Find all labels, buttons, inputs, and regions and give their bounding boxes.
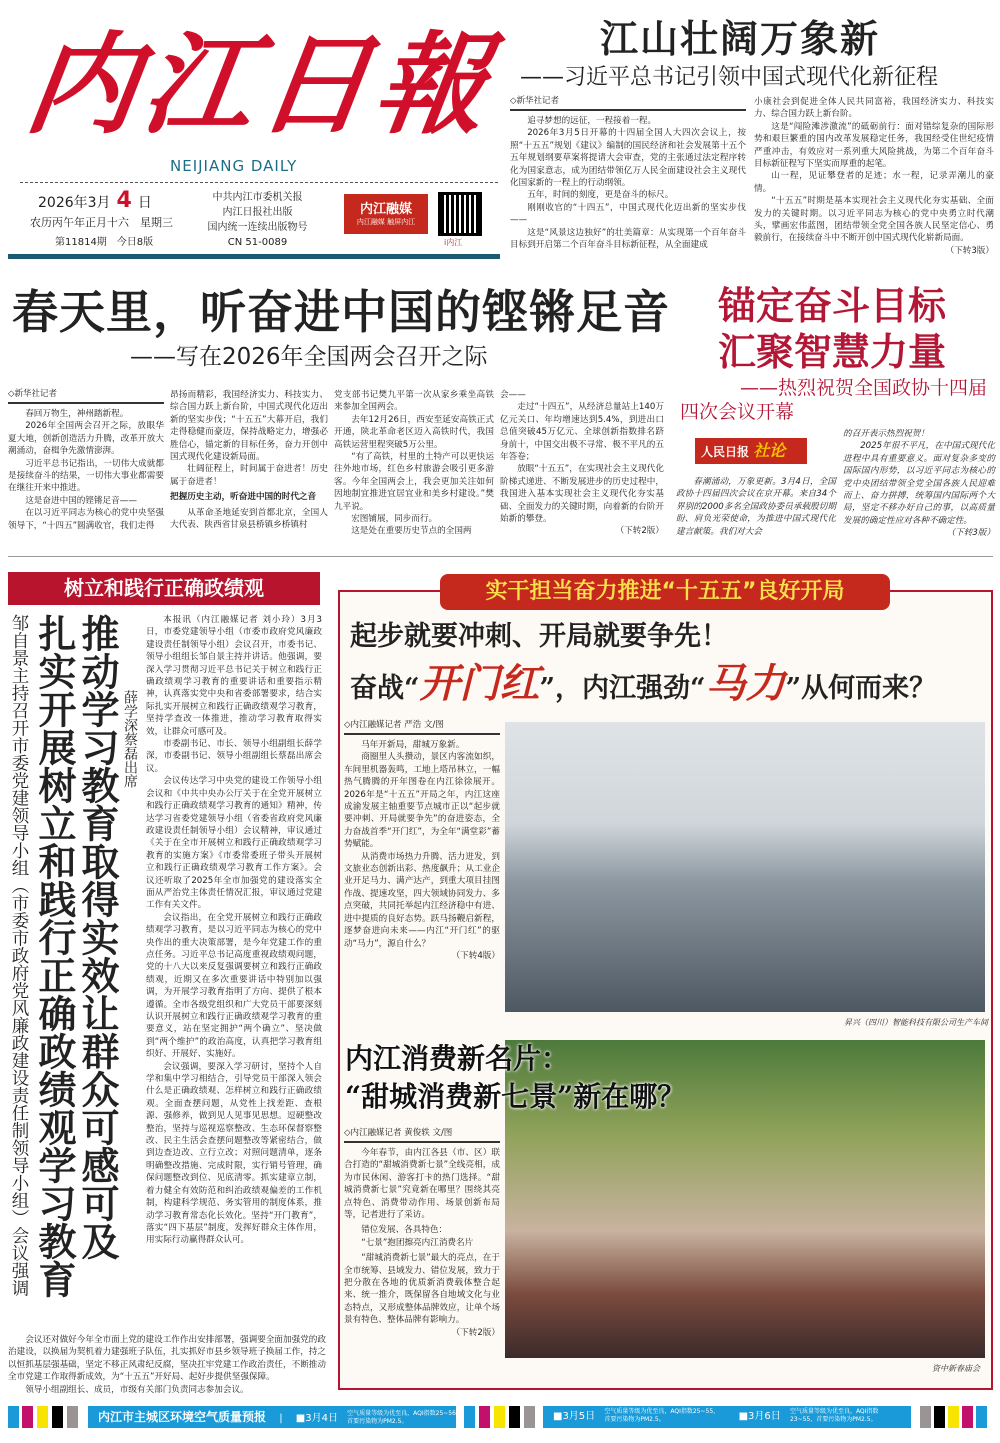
paragraph: 商圈里人头攒动，景区内客流如织，车间里机器轰鸣，工地上塔吊林立，一幅热气腾腾的开年图卷在内江徐徐展开。2026年是“十五五”开局之年，内江这座成渝发展主轴重要节点城市正以“起步就要冲刺、开局就要争先”的奋进姿态，全力奋战首季“开门红”，为全年“满堂彩”蓄势赋能。	[344, 752, 500, 850]
date-prefix: 2026年3月	[38, 195, 111, 211]
feature-headline-1[interactable]: 起步就要冲刺、开局就要争先！	[350, 621, 728, 652]
local-story-headline-a[interactable]: 推动学习教育取得实效让群众可感可及	[75, 614, 119, 1260]
color-swatch	[962, 1406, 973, 1428]
paragraph: 山一程，见证攀登者的足迹；水一程，记录弄潮儿的豪情。	[754, 171, 994, 194]
paragraph: 在以习近平同志为核心的党中央坚强领导下，“十四五”圆满收官，我们走得	[8, 508, 164, 531]
paragraph: 会议传达学习中央党的建设工作领导小组会议和《中共中央办公厅关于在全党开展树立和践行正确政绩观学习教育的通知》精神，传达学习省委党建领导小组（省委省政府党风廉政建设责任制领导小组）会议精神，审议通过《关于在全市开展树立和践行正确政绩观学习教育的实施方案》《市委常委班子带头开展树立和践行正确政绩观学习教育工作方案》。会议还听取了2025年全市加强党的建设落实全面从严治党主体责任情况汇报，审议通过党建工作有关文件。	[146, 776, 322, 911]
color-swatch	[934, 1406, 945, 1428]
paragraph: 壮阔征程上，时间属于奋进者！历史属于奋进者！	[170, 464, 328, 487]
issue-date	[38, 188, 152, 216]
paragraph: 2025年很不平凡，在中国式现代化进程中具有重要意义。面对复杂多变的国际国内形势，以习近平同志为核心的党中央团结带领全党全国各族人民迎难而上、奋力拼搏，统筹国内国际两个大局，坚定不移办好自己的事，以高质量发展的确定性应对各种不确定性。	[843, 441, 995, 526]
byline: ◇新华社记者	[8, 389, 164, 404]
paragraph: 2026年3月5日开幕的十四届全国人大四次会议上，按照“十五五”规划《建议》编制的国民经济和社会发展第十五个五年规划纲要草案将提请大会审查，党的主张通过法定程序转化为国家意志，成为团结带领亿万人民全面建设社会主义现代化国家新的一程上的行动纲领。	[510, 128, 746, 189]
lead-story-col2	[170, 389, 328, 531]
headline-line: 内江消费新名片：	[345, 1042, 570, 1075]
paragraph: “甜城消费新七景”最大的亮点，在于全市统筹、县域发力、错位发展，致力于把分散在各地的优质新消费载体整合起来、统一推介，既保留各自地域文化与业态特点，又形成整体品牌效应，让单个场景有特色、整体品牌有影响力。	[344, 1253, 500, 1326]
lead-story-col4	[500, 389, 664, 538]
color-swatch	[494, 1406, 505, 1428]
paragraph: 追寻梦想的远征，一程接着一程。	[527, 116, 657, 126]
byline: ◇新华社记者	[510, 96, 746, 111]
paragraph: 刚刚收官的“十四五”，中国式现代化迈出新的坚实步伐——	[510, 202, 746, 226]
color-swatch	[8, 1406, 19, 1428]
color-swatch	[37, 1406, 48, 1428]
issue-number: 第11814期 今日8版	[55, 237, 154, 248]
publisher-info	[205, 190, 310, 250]
paragraph: 的召开表示热烈祝贺！	[843, 429, 929, 439]
forecast-text: 空气质量等级为优至良，AQI指数25~56，首要污染物为PM2.5。	[347, 1410, 462, 1425]
air-quality-title: 内江市主城区环境空气质量预报	[98, 1410, 267, 1424]
publisher-line: 中共内江市委机关报	[212, 192, 303, 203]
rongmei-sub: 内江融媒 触屏内江	[356, 218, 416, 226]
paragraph: 市委副书记、市长、领导小组副组长薛学深，市委副书记、领导小组副组长蔡磊出席会议。	[146, 739, 322, 774]
paragraph: 领导小组副组长、成员，市级有关部门负责同志参加会议。	[25, 1384, 249, 1395]
publisher-line: 国内统一连续出版物号	[207, 222, 308, 233]
paragraph: “有了高铁，村里的土特产可以更快运往外地市场，红色乡村旅游会吸引更多游客。今年全国两会上，我会更加关注如何因地制宜推进宜居宜业和美乡村建设。”樊九平说。	[334, 452, 494, 512]
lead-story-col3	[334, 389, 494, 538]
jump-note[interactable]: （下转2版）	[615, 526, 664, 537]
editorial-col2	[843, 428, 995, 540]
badge-main: 社论	[753, 441, 786, 460]
paragraph: 昂扬而精彩，我国经济实力、科技实力、综合国力跃上新台阶，中国式现代化迈出新的坚实步伐；“十五五”大幕开启，我们走得稳健而豪迈，保持战略定力，增强必胜信心，锚定新的目标任务，奋力开创中国式现代化建设新局面。	[170, 390, 328, 463]
feature-banner: 实干担当奋力推进“十五五”良好开局	[440, 574, 890, 610]
paragraph: 春回万物生，神州踏新程。	[25, 409, 129, 419]
h-emphasis: 马力	[705, 660, 786, 707]
editorial-title[interactable]	[718, 283, 946, 375]
paragraph: 走过“十四五”，从经济总量站上140万亿元关口、年均增速达到5.4%，到进出口总值突破45万亿元、全球创新指数排名跻身前十，中国交出极不寻常、极不平凡的五年答卷；	[500, 402, 664, 463]
paragraph: 小康社会到促进全体人民共同富裕，我国经济实力、科技实力、综合国力跃上新台阶。	[754, 97, 994, 120]
paragraph: 从革命圣地延安到首都北京，全国人大代表、陕西省甘泉县桥镇乡桥镇村	[170, 507, 328, 531]
lead-story-subtitle: ——写在2026年全国两会召开之际	[130, 344, 488, 370]
color-swatch	[22, 1406, 33, 1428]
top-story-subtitle: ——习近平总书记引领中国式现代化新征程	[520, 65, 939, 90]
feature-body	[344, 720, 500, 962]
paragraph: 习近平总书记指出，一切伟大成就都是接续奋斗的结果，一切伟大事业都需要在继往开来中推进。	[8, 458, 164, 494]
color-swatch	[52, 1406, 63, 1428]
forecast-date: ■3月4日	[295, 1413, 338, 1424]
qr-code-icon[interactable]	[438, 192, 482, 236]
h-part: ”从何而来？	[785, 673, 937, 704]
forecast-date: ■3月5日	[553, 1411, 596, 1422]
color-swatch	[509, 1406, 520, 1428]
local-story-headline-b[interactable]: 扎实开展树立和践行正确政绩观学习教育	[32, 614, 76, 1298]
headline-line: “甜城消费新七景”新在哪？	[345, 1080, 686, 1113]
paragraph: 这是奋进中国的铿锵足音——	[25, 495, 137, 506]
paragraph: 今年春节，由内江各县（市、区）联合打造的“甜城消费新七景”全线亮相，成为市民休闲、游客打卡的热门选择。“甜城消费新七景”究竟新在哪里？围绕其亮点特色、消费带动作用、场景创新布局等，记者进行了采访。	[344, 1148, 500, 1221]
paragraph: 去年12月26日，西安至延安高铁正式开通，陕北革命老区迈入高铁时代，我国高铁运营里程突破5万公里。	[334, 414, 494, 450]
factory-photo[interactable]	[505, 722, 985, 1012]
paragraph: “十五五”时期是基本实现社会主义现代化夯实基础、全面发力的关键时期。以习近平同志为核心的党中央勇立时代潮头，擘画宏伟蓝图，团结带领全党全国各族人民坚定信心、勇毅前行，在接续奋斗中不断开创中国式现代化崭新局面。	[754, 196, 994, 244]
forecast-text: 空气质量等级为优至良，AQI指数25~55，首要污染物为PM2.5。	[604, 1408, 720, 1423]
paragraph: 会议还对做好今年全市面上党的建设工作作出安排部署，强调要全面加强党的政治建设，以换届为契机着力建强班子队伍，扎实抓好市县乡领导班子换届工作，持之以恒抓基层强基础，坚定不移正风肃纪反腐，坚决扛牢党建工作政治责任，不断推动全市党建工作取得新成效，为“十五五”开好局、起好步提供坚强保障。	[8, 1335, 326, 1383]
english-name: NEIJIANG DAILY	[170, 157, 298, 175]
section-subhead: “七景”抱团擦亮内江消费名片	[361, 1237, 474, 1248]
paragraph: 这是处在重要历史节点的全国两	[351, 526, 472, 537]
air-quality-bar-1: 内江市主城区环境空气质量预报 | ■3月4日 空气质量等级为优至良，AQI指数25~56，首要污染物为PM2.5。	[88, 1406, 456, 1428]
editorial-title-line: 汇聚智慧力量	[718, 330, 947, 374]
publisher-line: CN 51-0089	[227, 237, 288, 248]
paragraph: 宏图铺展，同步而行。	[351, 514, 438, 525]
color-swatch	[67, 1406, 78, 1428]
byline: ◇内江融媒记者 黄俊轶 文/图	[344, 1128, 500, 1143]
lunar-date: 农历丙午年正月十六 星期三	[30, 216, 173, 229]
paragraph: 本报讯（内江融媒记者 刘小玲）3月3日，市委党建领导小组（市委市政府党风廉政建设责任制领导小组）会议召开，市委书记、领导小组组长邹自景主持并讲话。他强调，要深入学习贯彻习近平总书记关于树立和践行正确政绩观学习教育的重要讲话和重要指示精神，认真落实党中央和省委部署要求，结合实际扎实开展树立和践行正确政绩观学习教育，坚持学查改一体推进，推动学习教育取得实效，让群众可感可及。	[146, 615, 322, 737]
paragraph: 春潮涌动，万象更新。3月4日，全国政协十四届四次会议在京开幕。来自34个界别的2000多名全国政协委员承载殷切期盼、肩负光荣使命，为推进中国式现代化建言献策。我们对大会	[676, 477, 836, 537]
color-swatch	[524, 1406, 535, 1428]
publisher-line: 内江日报社出版	[222, 207, 293, 218]
h-part: ”，内江强劲“	[539, 673, 706, 704]
consumption-headline[interactable]	[345, 1040, 685, 1116]
section-subhead: 错位发展、各具特色：	[361, 1225, 448, 1236]
jump-note[interactable]: （下转2版）	[451, 1327, 500, 1338]
forecast-text: 空气质量等级为优至良，AQI指数23~55，首要污染物为PM2.5。	[789, 1408, 879, 1423]
paragraph: 从消费市场热力升腾、活力迸发，到文旅业态创新出彩、热度飙升；从工业企业开足马力、满产达产，到重大项目挂图作战、提速攻坚，四大领域协同发力、多点突破，共同托举起内江经济稳中有进、进中提质的良好态势。跃马扬鞭启新程，逐梦奋进向未来——内江“开门红”的驱动“马力”，源自什么？	[344, 851, 500, 949]
editorial-subtitle: ——热烈祝贺全国政协十四届四次会议开幕	[680, 377, 988, 423]
badge-prefix: 人民日报	[701, 445, 750, 459]
newspaper-logo: 内江日報	[19, 20, 502, 149]
jump-note[interactable]: （下转3版）	[945, 245, 994, 256]
feature-headline-2[interactable]	[350, 660, 936, 713]
paragraph: 放眼“十五五”，在实现社会主义现代化阶梯式递进、不断发展进步的历史过程中，我国进入基本实现社会主义现代化夯实基础、全面发力的关键时期，向着新的台阶开始新的攀登。	[500, 464, 664, 525]
local-story-attendees: 薛学深蔡磊出席	[122, 690, 138, 788]
paragraph: 会议强调，要深入学习研讨，坚持个人自学和集中学习相结合，引导党员干部深入领会什么是正确政绩观、怎样树立和践行正确政绩观。全面查摆问题，从党性上找差距、查根源、强修养，做到见人见事见思想。逗硬整改整治，坚持与巡视巡察整改、生态环保督察整改、民主生活会查摆问题整改等紧密结合，做到边查边改、立行立改；对照问题清单，逐条明确整改措施、完成时限，实行销号管理，确保问题整改到位、见底清零。抓实建章立制，着力健全有效防范和纠治政绩观偏差的工作机制，构建科学规范、务实管用的制度体系，推动学习教育常态化长效化。坚持“开门教育”，落实“四下基层”制度，发挥好群众主体作用，用实际行动赢得群众认可。	[146, 1061, 322, 1246]
local-story-body	[146, 614, 322, 1247]
top-story-title[interactable]: 江山壮阔万象新	[600, 17, 881, 61]
h-part: 奋战“	[350, 673, 420, 704]
lead-story-title[interactable]: 春天里，听奋进中国的铿锵足音	[12, 285, 670, 339]
jump-note[interactable]: （下转4版）	[451, 950, 500, 961]
paragraph: 这是“闯险滩涉激流”的砥砺前行：面对错综复杂的国际形势和艰巨繁重的国内改革发展稳定任务，我国经受住世纪疫情严重冲击，有效应对一系列重大风险挑战，为第二个百年奋斗目标新征程写下坚实而厚重的起笔。	[754, 121, 994, 170]
qr-label: i内江	[444, 238, 463, 247]
air-quality-bar-2	[543, 1406, 911, 1428]
masthead-bar	[8, 254, 500, 259]
color-swatch	[479, 1406, 490, 1428]
color-swatch	[948, 1406, 959, 1428]
h-emphasis: 开门红	[419, 660, 540, 707]
lead-story-col1	[8, 389, 164, 532]
paragraph: 会议指出，在全党开展树立和践行正确政绩观学习教育，是以习近平同志为核心的党中央作出的重大决策部署，是今年党建工作的重点任务。习近平总书记高度重视政绩观问题，党的十八大以来反复强调要树立和践行正确政绩观，近期又在多次重要讲话中特别加以强调，为开展学习教育指明了方向、提供了根本遵循。全市各级党组织和广大党员干部要深刻认识开展树立和践行正确政绩观学习教育的重要意义，站在坚定拥护“两个确立”、坚决做到“两个维护”的政治高度，认真把学习教育组织好、开展好、实施好。	[146, 912, 322, 1060]
photo-caption: 资中新春庙会	[932, 1364, 980, 1373]
paragraph: 五年，时间的刻度，更是奋斗的标尺。	[527, 190, 674, 201]
color-swatch	[976, 1406, 987, 1428]
section-banner: 树立和践行正确政绩观	[8, 572, 320, 605]
section-divider	[8, 556, 993, 557]
date-day: 4	[116, 188, 132, 213]
paragraph: 这是“风景这边独好”的壮美篇章：从实现第一个百年奋斗目标到开启第二个百年奋斗目标新征程，从全面建成	[510, 227, 746, 251]
editorial-title-line: 锚定奋斗目标	[718, 284, 947, 328]
forecast-date: ■3月6日	[738, 1411, 781, 1422]
local-story-subheadline: 邹自景主持召开市委党建领导小组（市委市政府党风廉政建设责任制领导小组）会议强调	[9, 614, 29, 1297]
photo-caption: 昇兴（四川）智能科技有限公司生产车间	[844, 1018, 988, 1027]
local-story-body-bottom	[8, 1334, 326, 1396]
color-swatch	[464, 1406, 475, 1428]
byline: ◇内江融媒记者 严浩 文/图	[344, 720, 500, 735]
color-swatch	[920, 1406, 931, 1428]
rongmei-label: 内江融媒	[359, 202, 412, 217]
jump-note[interactable]: （下转3版）	[946, 528, 995, 539]
paragraph: 2026年全国两会召开之际，放眼华夏大地，创新创造活力升腾，改革开放大潮涌动，奋楫争先激情澎湃。	[8, 421, 164, 457]
peoples-daily-editorial-badge	[695, 438, 807, 464]
paragraph: 会——	[500, 390, 526, 400]
date-suffix: 日	[137, 195, 152, 211]
section-subhead: 把握历史主动，听奋进中国的时代之音	[170, 492, 317, 503]
top-story-col1	[510, 96, 746, 251]
top-story-col2	[754, 96, 994, 257]
divider	[20, 182, 498, 183]
rongmei-logo[interactable]	[344, 194, 428, 234]
paragraph: 党支部书记樊九平第一次从家乡乘坐高铁来参加全国两会。	[334, 390, 494, 413]
consumption-body	[344, 1128, 500, 1339]
paragraph: 马年开新局，甜城万象新。	[361, 740, 465, 750]
editorial-col1	[676, 476, 836, 538]
